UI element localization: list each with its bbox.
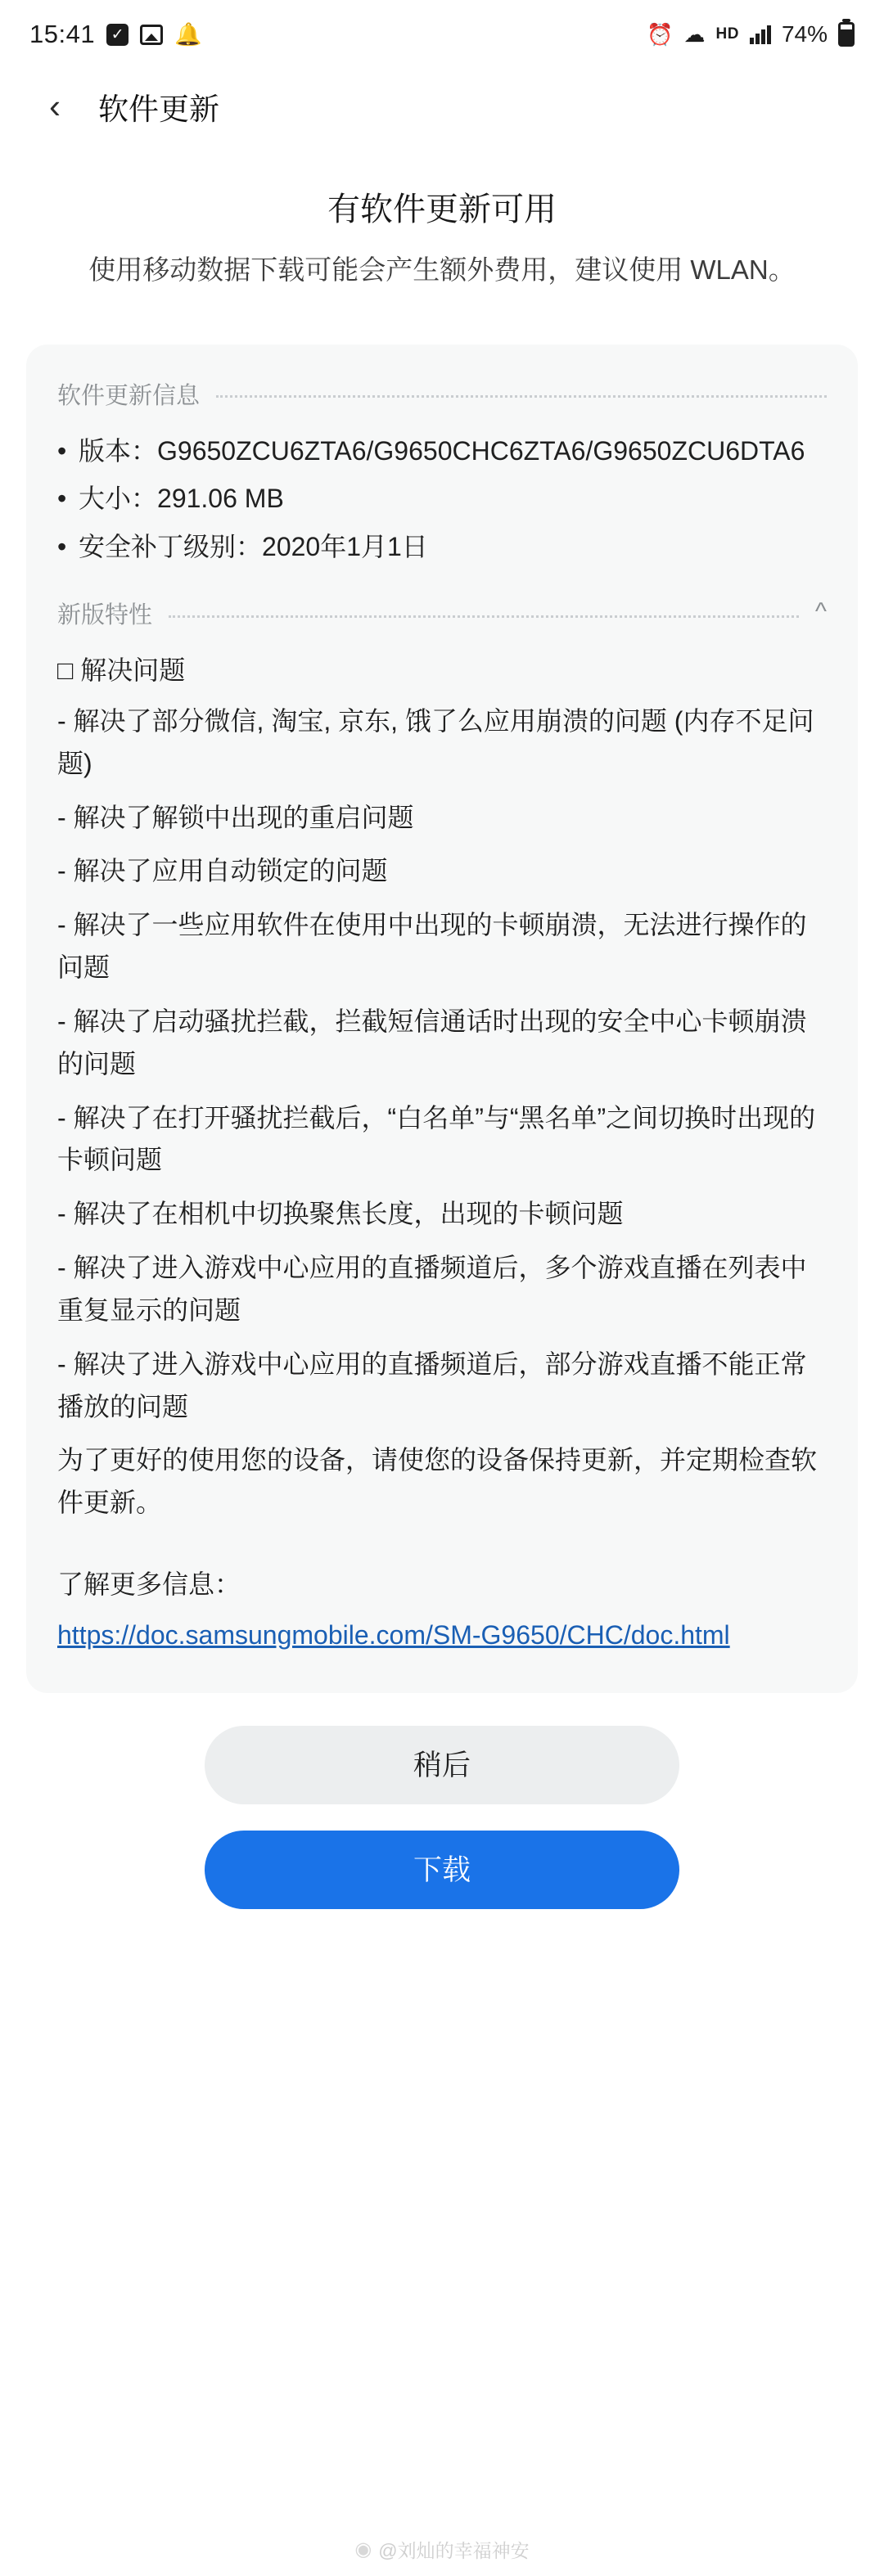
wifi-icon: ☁	[683, 22, 706, 47]
release-notes-label: 新版特性	[57, 602, 153, 629]
list-item	[57, 526, 827, 568]
status-time: 15:41	[29, 20, 96, 48]
update-info-list	[57, 430, 827, 568]
release-note-line: - 解决了应用自动锁定的问题	[57, 856, 388, 886]
update-available-description: 使用移动数据下载可能会产生额外费用，建议使用 WLAN。	[88, 254, 796, 285]
spacer	[57, 1536, 827, 1564]
list-item	[57, 478, 827, 520]
size-row	[79, 478, 827, 520]
release-notes-section-header[interactable]	[57, 597, 827, 630]
status-bar-right	[647, 21, 855, 47]
release-note-line: - 解决了进入游戏中心应用的直播频道后，部分游戏直播不能正常播放的问题	[57, 1349, 807, 1421]
bullet-icon: •	[57, 435, 67, 466]
version-value: G9650ZCU6ZTA6/G9650CHC6ZTA6/G9650ZCU6DTA6	[157, 435, 805, 466]
update-details-card	[26, 345, 858, 1693]
version-label: 版本：	[79, 435, 158, 466]
later-button[interactable]: 稍后	[205, 1726, 679, 1804]
release-note-line: □ 解决问题	[57, 655, 186, 686]
action-buttons	[0, 1693, 884, 1909]
size-label: 大小：	[79, 484, 158, 514]
battery-icon	[838, 22, 855, 47]
checkbox-checked-icon: ✓	[106, 24, 129, 46]
watermark-text: @刘灿的幸福神安	[378, 2540, 530, 2561]
more-info-link[interactable]: https://doc.samsungmobile.com/SM-G9650/CHC/doc.html	[57, 1619, 730, 1650]
dotted-divider	[169, 615, 799, 618]
chevron-up-icon[interactable]: ^	[814, 597, 827, 625]
download-button[interactable]: 下载	[205, 1831, 679, 1909]
page-title: 软件更新	[98, 92, 219, 126]
watermark	[0, 2536, 884, 2563]
hd-icon: HD	[715, 25, 739, 43]
security-patch-label: 安全补丁级别：	[79, 531, 263, 561]
battery-percent: 74%	[781, 21, 828, 47]
release-note-line: - 解决了进入游戏中心应用的直播频道后，多个游戏直播在列表中重复显示的问题	[57, 1253, 807, 1325]
dotted-divider	[216, 394, 827, 398]
release-note-line: - 解决了一些应用软件在使用中出现的卡顿崩溃，无法进行操作的问题	[57, 910, 807, 983]
release-note-line: - 解决了在打开骚扰拦截后，“白名单”与“黑名单”之间切换时出现的卡顿问题	[57, 1102, 816, 1175]
update-available-title: 有软件更新可用	[327, 191, 557, 227]
image-icon	[140, 25, 163, 45]
app-bar	[0, 69, 884, 144]
bullet-icon: •	[57, 484, 67, 514]
update-info-section-header	[57, 377, 827, 411]
back-icon[interactable]: ‹	[49, 87, 61, 125]
release-note-line: - 解决了启动骚扰拦截，拦截短信通话时出现的安全中心卡顿崩溃的问题	[57, 1006, 807, 1079]
status-bar	[0, 0, 884, 69]
bullet-icon: •	[57, 531, 67, 561]
security-patch-row	[79, 526, 827, 568]
release-note-line: - 解决了解锁中出现的重启问题	[57, 802, 414, 832]
bell-icon: 🔔	[174, 21, 202, 47]
weibo-icon: ◉	[354, 2538, 372, 2560]
release-note-line: - 解决了部分微信, 淘宝, 京东, 饿了么应用崩溃的问题 (内存不足问题)	[57, 705, 814, 778]
signal-icon	[750, 25, 771, 44]
update-header	[0, 144, 884, 290]
release-notes-body	[57, 650, 827, 1657]
version-row	[79, 430, 827, 472]
update-info-label: 软件更新信息	[57, 382, 201, 409]
list-item	[57, 430, 827, 472]
release-note-line: 为了更好的使用您的设备，请使您的设备保持更新，并定期检查软件更新。	[57, 1445, 818, 1518]
security-patch-value: 2020年1月1日	[262, 531, 428, 561]
alarm-icon: ⏰	[647, 22, 674, 47]
release-note-line: - 解决了在相机中切换聚焦长度，出现的卡顿问题	[57, 1199, 624, 1229]
status-bar-left	[29, 20, 202, 49]
more-info-label: 了解更多信息：	[57, 1569, 241, 1600]
size-value: 291.06 MB	[157, 484, 284, 514]
